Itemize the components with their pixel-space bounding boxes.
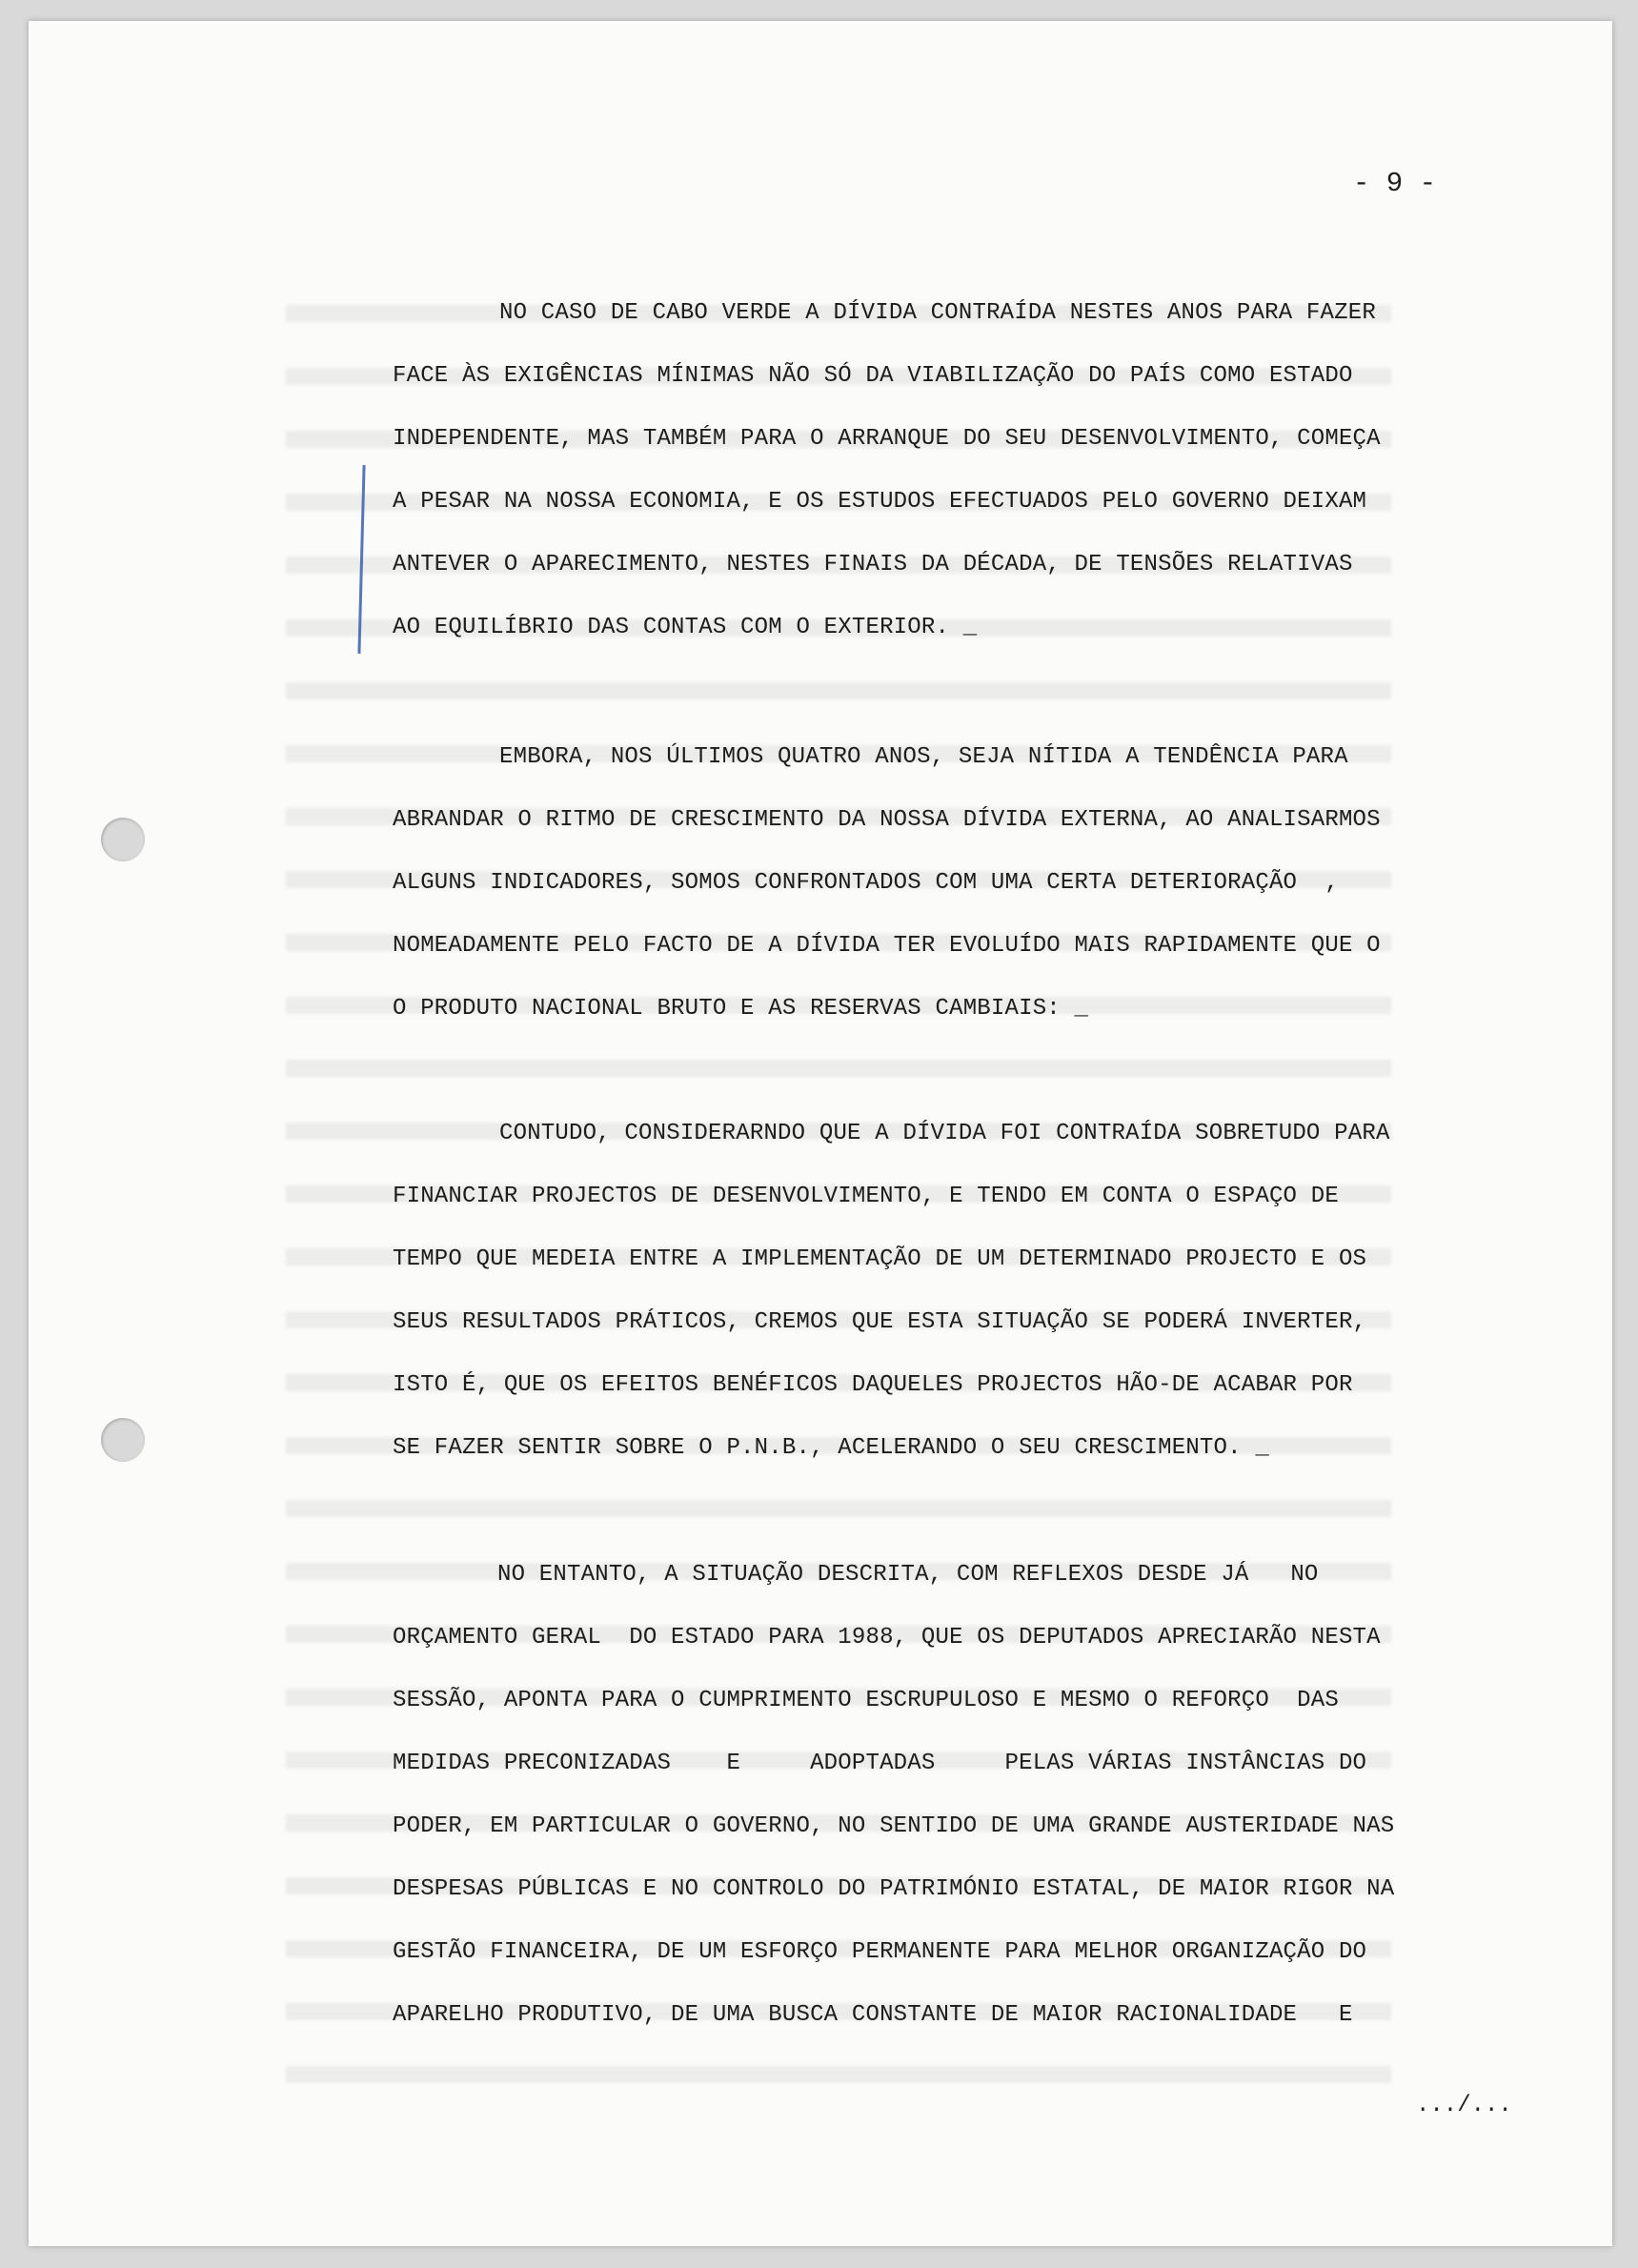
text-line: A PESAR NA NOSSA ECONOMIA, E OS ESTUDOS EFECTUADOS PELO GOVERNO DEIXAM [393,489,1367,515]
text-line: MEDIDAS PRECONIZADAS E ADOPTADAS PELAS VÁRIAS INSTÂNCIAS DO [393,1751,1367,1776]
text-line: CONTUDO, CONSIDERARNDO QUE A DÍVIDA FOI CONTRAÍDA SOBRETUDO PARA [499,1121,1390,1146]
text-line: SEUS RESULTADOS PRÁTICOS, CREMOS QUE ESTA SITUAÇÃO SE PODERÁ INVERTER, [393,1309,1367,1335]
text-line: ORÇAMENTO GERAL DO ESTADO PARA 1988, QUE OS DEPUTADOS APRECIARÃO NESTA [393,1625,1381,1650]
text-line: NO ENTANTO, A SITUAÇÃO DESCRITA, COM REFLEXOS DESDE JÁ NO [497,1562,1319,1588]
punch-hole [101,818,145,861]
punch-hole [101,1418,145,1462]
text-line: PODER, EM PARTICULAR O GOVERNO, NO SENTIDO DE UMA GRANDE AUSTERIDADE NAS [393,1813,1395,1839]
text-line: O PRODUTO NACIONAL BRUTO E AS RESERVAS CAMBIAIS: _ [393,996,1089,1022]
text-line: ANTEVER O APARECIMENTO, NESTES FINAIS DA DÉCADA, DE TENSÕES RELATIVAS [393,552,1353,577]
text-line: NO CASO DE CABO VERDE A DÍVIDA CONTRAÍDA NESTES ANOS PARA FAZER [499,300,1376,326]
continuation-mark: .../... [1416,2093,1512,2118]
text-line: FINANCIAR PROJECTOS DE DESENVOLVIMENTO, E TENDO EM CONTA O ESPAÇO DE [393,1184,1339,1209]
page-number: - 9 - [1353,168,1437,199]
paragraph-3 [393,1103,1517,1480]
paragraph-4 [393,1544,1517,2047]
text-line: APARELHO PRODUTIVO, DE UMA BUSCA CONSTANTE DE MAIOR RACIONALIDADE E [393,2002,1353,2028]
text-line: NOMEADAMENTE PELO FACTO DE A DÍVIDA TER EVOLUÍDO MAIS RAPIDAMENTE QUE O [393,933,1381,959]
text-line: SE FAZER SENTIR SOBRE O P.N.B., ACELERANDO O SEU CRESCIMENTO. _ [393,1435,1269,1461]
text-line: SESSÃO, APONTA PARA O CUMPRIMENTO ESCRUPULOSO E MESMO O REFORÇO DAS [393,1688,1339,1713]
text-line: ALGUNS INDICADORES, SOMOS CONFRONTADOS COM UMA CERTA DETERIORAÇÃO , [393,870,1339,896]
text-line: GESTÃO FINANCEIRA, DE UM ESFORÇO PERMANENTE PARA MELHOR ORGANIZAÇÃO DO [393,1939,1367,1965]
paragraph-1 [393,282,1517,659]
text-line: TEMPO QUE MEDEIA ENTRE A IMPLEMENTAÇÃO DE UM DETERMINADO PROJECTO E OS [393,1246,1367,1272]
text-line: EMBORA, NOS ÚLTIMOS QUATRO ANOS, SEJA NÍTIDA A TENDÊNCIA PARA [499,744,1348,770]
text-line: INDEPENDENTE, MAS TAMBÉM PARA O ARRANQUE DO SEU DESENVOLVIMENTO, COMEÇA [393,426,1381,452]
text-line: AO EQUILÍBRIO DAS CONTAS COM O EXTERIOR. _ [393,615,978,640]
paragraph-2 [393,726,1517,1041]
text-line: FACE ÀS EXIGÊNCIAS MÍNIMAS NÃO SÓ DA VIABILIZAÇÃO DO PAÍS COMO ESTADO [393,363,1353,389]
text-line: ABRANDAR O RITMO DE CRESCIMENTO DA NOSSA DÍVIDA EXTERNA, AO ANALISARMOS [393,807,1381,833]
text-line: ISTO É, QUE OS EFEITOS BENÉFICOS DAQUELES PROJECTOS HÃO-DE ACABAR POR [393,1372,1353,1398]
text-line: DESPESAS PÚBLICAS E NO CONTROLO DO PATRIMÓNIO ESTATAL, DE MAIOR RIGOR NA [393,1876,1395,1902]
